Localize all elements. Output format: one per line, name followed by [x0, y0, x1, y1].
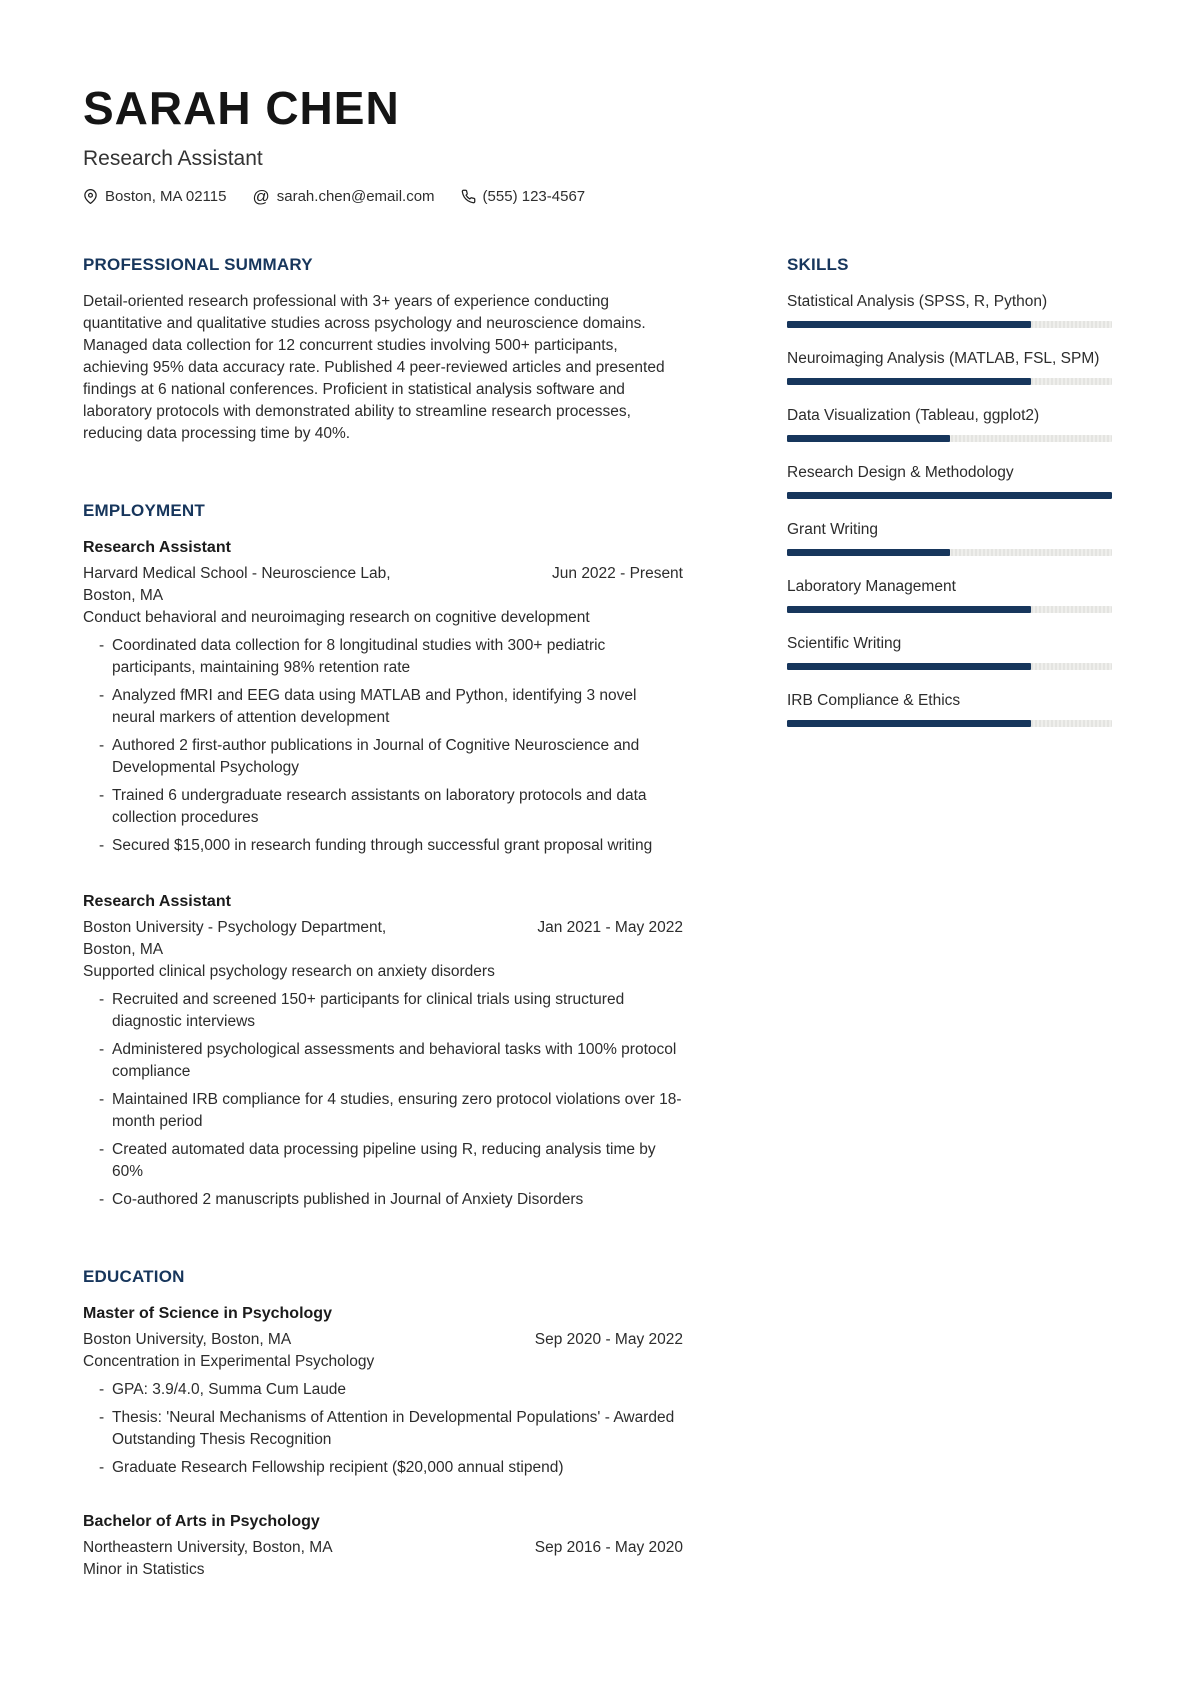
skill-item: [787, 348, 1112, 385]
phone-text: (555) 123-4567: [482, 188, 586, 206]
contact-email: [252, 188, 434, 205]
job-location: Boston, MA: [83, 587, 164, 605]
job-description: Supported clinical psychology research on anxiety disorders: [83, 963, 495, 981]
job-entry: [83, 891, 683, 1211]
skill-label: Research Design & Methodology: [787, 464, 1014, 482]
job-bullet: - Recruited and screened 150+ participants for clinical trials using structured diagnostic interviews: [83, 989, 683, 1033]
skill-item: [787, 690, 1112, 727]
main-column: [83, 255, 683, 1581]
job-bullet: - Coordinated data collection for 8 longitudinal studies with 300+ pediatric participants, maintaining 98% retention rate: [83, 635, 683, 679]
job-bullet: - Maintained IRB compliance for 4 studies, ensuring zero protocol violations over 18-month period: [83, 1089, 683, 1133]
skill-label: Data Visualization (Tableau, ggplot2): [787, 407, 1040, 425]
skill-progress-track: [787, 435, 1112, 442]
degree-title: Bachelor of Arts in Psychology: [83, 1513, 320, 1531]
job-company: Harvard Medical School - Neuroscience Lab,: [83, 565, 391, 583]
contact-phone: [461, 188, 586, 205]
skill-progress-track: [787, 549, 1112, 556]
skill-item: [787, 462, 1112, 499]
job-description: Conduct behavioral and neuroimaging research on cognitive development: [83, 609, 590, 627]
degree-school: Northeastern University, Boston, MA: [83, 1539, 333, 1557]
job-bullet: - Secured $15,000 in research funding through successful grant proposal writing: [83, 835, 683, 857]
education-heading: EDUCATION: [83, 1267, 185, 1287]
degree-dates: Sep 2016 - May 2020: [534, 1539, 683, 1557]
degree-detail: Concentration in Experimental Psychology: [83, 1353, 375, 1371]
section-professional-summary: [83, 255, 683, 445]
person-title: Research Assistant: [83, 147, 263, 171]
skill-progress-track: [787, 663, 1112, 670]
skill-label: Neuroimaging Analysis (MATLAB, FSL, SPM): [787, 350, 1100, 368]
skill-item: [787, 633, 1112, 670]
summary-text: Detail-oriented research professional with 3+ years of experience conducting quantitative and qualitative studies across psychology and neuroscience domains. Managed data collection for 12 concurrent studies involving 500+ participants, achieving 95% data accuracy rate. Published 4 peer-reviewed articles and presented findings at 6 national conferences. Proficient in statistical analysis software and laboratory protocols with demonstrated ability to streamline research processes, reducing data processing time by 40%.: [83, 293, 665, 443]
skill-progress-track: [787, 492, 1112, 499]
skill-progress-fill: [787, 720, 1031, 727]
job-dates: Jun 2022 - Present: [552, 565, 683, 583]
degree-entry: [83, 1303, 683, 1479]
skill-item: [787, 576, 1112, 613]
job-bullet: - Created automated data processing pipeline using R, reducing analysis time by 60%: [83, 1139, 683, 1183]
phone-icon: [461, 189, 476, 204]
skill-item: [787, 405, 1112, 442]
skill-item: [787, 519, 1112, 556]
skill-progress-fill: [787, 492, 1112, 499]
email-at-icon: @: [252, 187, 270, 207]
job-bullet: - Authored 2 first-author publications in Journal of Cognitive Neuroscience and Developmental Psychology: [83, 735, 683, 779]
skills-sidebar: [787, 255, 1112, 1581]
job-bullet: - Administered psychological assessments and behavioral tasks with 100% protocol compliance: [83, 1039, 683, 1083]
job-bullet-list: [83, 989, 683, 1211]
job-location: Boston, MA: [83, 941, 164, 959]
skill-progress-track: [787, 378, 1112, 385]
degree-bullet-list: [83, 1379, 683, 1479]
degree-detail: Minor in Statistics: [83, 1561, 205, 1579]
degree-title: Master of Science in Psychology: [83, 1305, 332, 1323]
location-text: Boston, MA 02115: [105, 188, 227, 206]
job-bullet-list: [83, 635, 683, 857]
job-entry: [83, 537, 683, 857]
person-name: SARAH CHEN: [83, 82, 400, 134]
skill-progress-fill: [787, 321, 1031, 328]
skill-progress-fill: [787, 663, 1031, 670]
skill-progress-fill: [787, 435, 950, 442]
job-bullet: - Trained 6 undergraduate research assistants on laboratory protocols and data collection procedures: [83, 785, 683, 829]
skill-label: Scientific Writing: [787, 635, 902, 653]
skill-progress-fill: [787, 549, 950, 556]
job-bullet: - Co-authored 2 manuscripts published in Journal of Anxiety Disorders: [83, 1189, 683, 1211]
skill-progress-track: [787, 720, 1112, 727]
degree-bullet: - Graduate Research Fellowship recipient ($20,000 annual stipend): [83, 1457, 683, 1479]
skill-progress-fill: [787, 606, 1031, 613]
skill-item: [787, 291, 1112, 328]
summary-heading: PROFESSIONAL SUMMARY: [83, 255, 313, 275]
degree-bullet: - GPA: 3.9/4.0, Summa Cum Laude: [83, 1379, 683, 1401]
skill-label: Statistical Analysis (SPSS, R, Python): [787, 293, 1048, 311]
section-education: [83, 1267, 683, 1581]
employment-heading: EMPLOYMENT: [83, 501, 205, 521]
skill-label: Laboratory Management: [787, 578, 956, 596]
contact-location: [83, 188, 226, 205]
email-text: sarah.chen@email.com: [276, 188, 435, 206]
location-pin-icon: [83, 189, 98, 204]
skill-label: Grant Writing: [787, 521, 879, 539]
job-company: Boston University - Psychology Department,: [83, 919, 387, 937]
resume-header: [83, 84, 1112, 205]
job-title: Research Assistant: [83, 539, 231, 557]
job-title: Research Assistant: [83, 893, 231, 911]
job-dates: Jan 2021 - May 2022: [537, 919, 683, 937]
skill-progress-track: [787, 321, 1112, 328]
skill-progress-fill: [787, 378, 1031, 385]
degree-school: Boston University, Boston, MA: [83, 1331, 292, 1349]
skills-heading: SKILLS: [787, 255, 849, 275]
job-bullet: - Analyzed fMRI and EEG data using MATLAB and Python, identifying 3 novel neural markers of attention development: [83, 685, 683, 729]
degree-dates: Sep 2020 - May 2022: [534, 1331, 683, 1349]
degree-entry: [83, 1511, 683, 1581]
skill-label: IRB Compliance & Ethics: [787, 692, 961, 710]
section-employment: [83, 501, 683, 1211]
contact-row: [83, 188, 1112, 205]
skill-progress-track: [787, 606, 1112, 613]
degree-bullet: - Thesis: 'Neural Mechanisms of Attention in Developmental Populations' - Awarded Outstanding Thesis Recognition: [83, 1407, 683, 1451]
